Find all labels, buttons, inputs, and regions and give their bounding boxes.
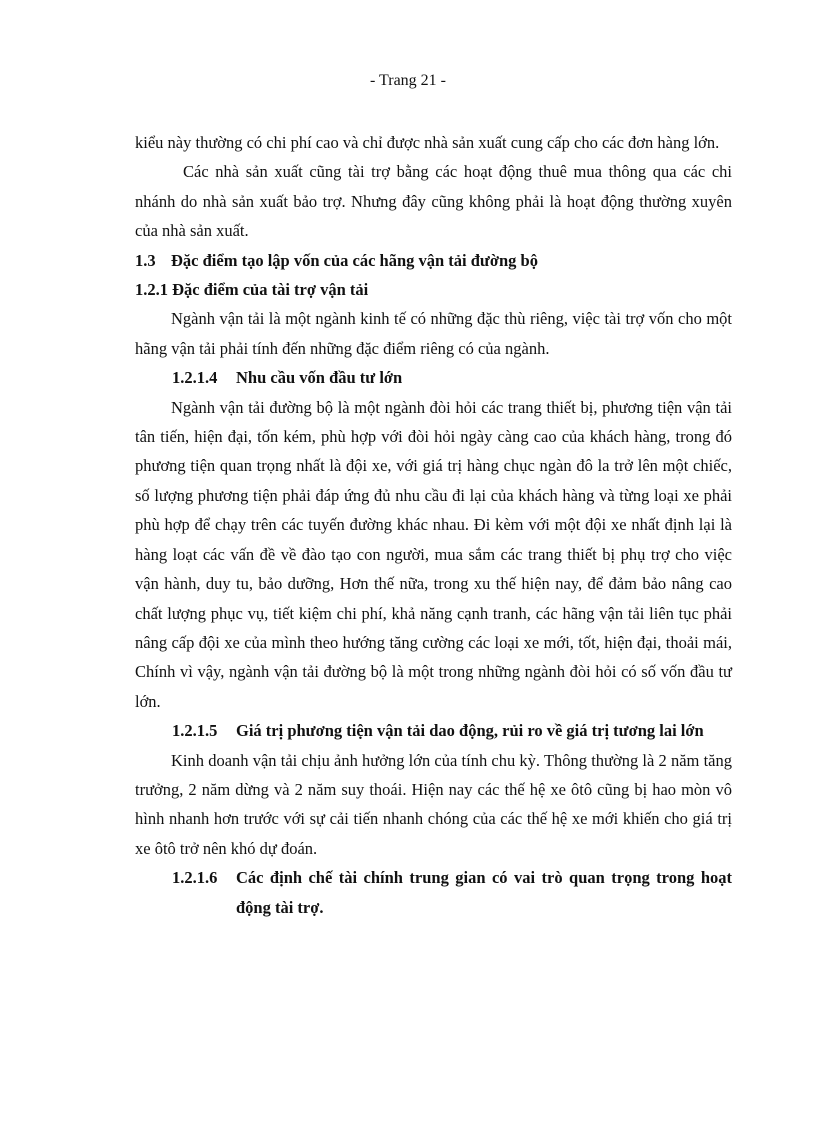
heading-title: Đặc điểm tạo lập vốn của các hãng vận tải đường bộ	[171, 250, 538, 270]
heading-number: 1.2.1.5	[172, 721, 218, 741]
paragraph-continuation: kiểu này thường có chi phí cao và chỉ được nhà sản xuất cung cấp cho các đơn hàng lớn.	[135, 133, 720, 152]
page-number: - Trang 21 -	[369, 72, 446, 89]
heading-1-2-1-4	[135, 363, 732, 392]
paragraph-manufacturer-leasing: Các nhà sản xuất cũng tài trợ bằng các hoạt động thuê mua thông qua các chi nhánh do nhà sản xuất bảo trợ. Nhưng đây cũng không phải là hoạt động thường xuyên của nhà sản xuất.	[135, 162, 732, 241]
heading-number: 1.2.1.6	[172, 868, 218, 888]
paragraph-transport-finance: Ngành vận tải là một ngành kinh tế có những đặc thù riêng, việc tài trợ vốn cho một hãng vận tải phải tính đến những đặc điểm riêng có của ngành.	[135, 309, 732, 358]
heading-1-2-1-6	[135, 863, 732, 922]
heading-number: 1.3	[135, 250, 156, 270]
heading-1-3	[135, 246, 732, 275]
heading-title: Giá trị phương tiện vận tải dao động, rủi ro về giá trị tương lai lớn	[236, 721, 704, 741]
page-content	[135, 128, 732, 922]
heading-1-2-1-5	[135, 716, 732, 745]
heading-number: 1.2.1.4	[172, 368, 218, 388]
heading-title: Các định chế tài chính trung gian có vai trò quan trọng trong hoạt động tài trợ.	[236, 868, 732, 917]
paragraph-vehicle-value: Kinh doanh vận tải chịu ảnh hưởng lớn của tính chu kỳ. Thông thường là 2 năm tăng trưởng, 2 năm dừng và 2 năm suy thoái. Hiện nay các thế hệ xe ôtô cũng bị hao mòn vô hình nhanh hơn trước với sự cải tiến nhanh chóng của các thế hệ xe mới khiến cho giá trị xe ôtô trở nên khó dự đoán.	[135, 750, 732, 858]
heading-title: Nhu cầu vốn đầu tư lớn	[236, 368, 403, 388]
paragraph-capital-needs: Ngành vận tải đường bộ là một ngành đòi hỏi các trang thiết bị, phương tiện vận tải tân tiến, hiện đại, tốn kém, phù hợp với đòi hỏi ngày càng cao của khách hàng, trong đó phương tiện quan trọng nhất là đội xe, với giá trị hàng chục ngàn đô la trở lên một chiếc, số lượng phương tiện phải đáp ứng đủ nhu cầu đi lại của khách hàng và từng loại xe phải phù hợp để chạy trên các tuyến đường khác nhau. Đi kèm với một đội xe nhất định lại là hàng loạt các vấn đề về đào tạo con người, mua sắm các trang thiết bị phụ trợ cho việc vận hành, duy tu, bảo dưỡng, Hơn thế nữa, trong xu thế hiện nay, để đảm bảo nâng cao chất lượng phục vụ, tiết kiệm chi phí, khả năng cạnh tranh, các hãng vận tải liên tục phải nâng cấp đội xe của mình theo hướng tăng cường các loại xe mới, tốt, hiện đại, thoải mái, Chính vì vậy, ngành vận tải đường bộ là một trong những ngành đòi hỏi có số vốn đầu tư lớn.	[135, 397, 732, 711]
heading-1-2-1: 1.2.1 Đặc điểm của tài trợ vận tải	[135, 280, 369, 300]
